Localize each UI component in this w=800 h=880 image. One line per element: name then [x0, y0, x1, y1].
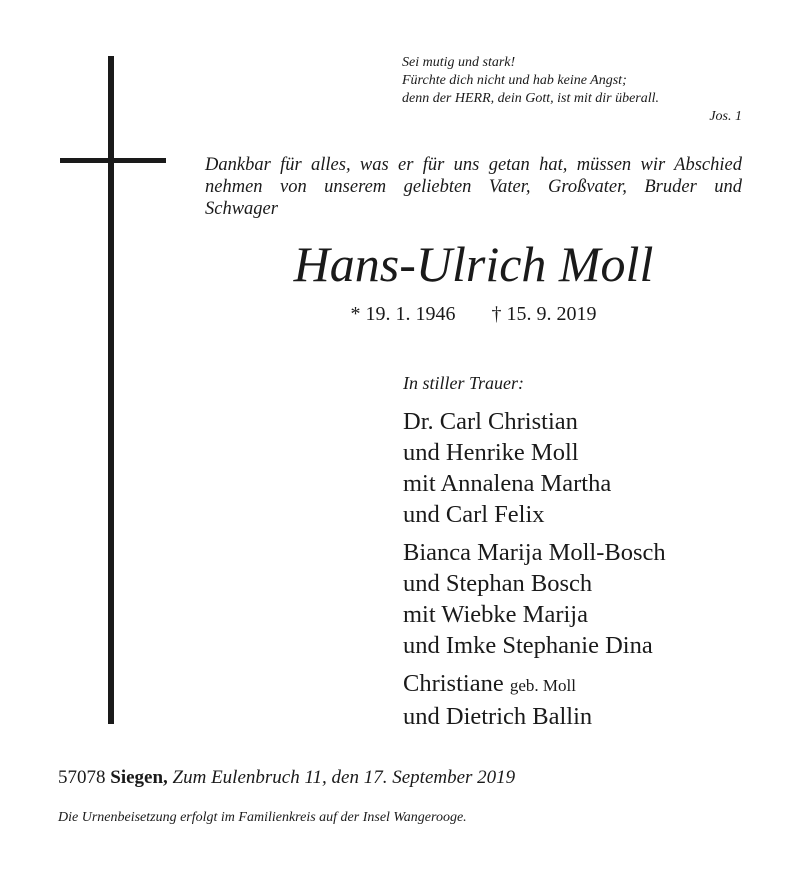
mourner-line: und Henrike Moll — [403, 439, 579, 466]
burial-note: Die Urnenbeisetzung erfolgt im Familienkreis auf der Insel Wangerooge. — [58, 810, 467, 825]
mourner-line: und Dietrich Ballin — [403, 703, 593, 730]
verse-reference: Jos. 1 — [709, 109, 742, 124]
intro-line: Dankbar für alles, was er für uns getan hat, müssen wir Abschied — [205, 155, 742, 175]
mourning-label: In stiller Trauer: — [403, 373, 525, 393]
verse-line: denn der HERR, dein Gott, ist mit dir überall. — [402, 91, 660, 106]
mourner-line — [403, 668, 783, 701]
mourner-line: Bianca Marija Moll-Bosch — [403, 539, 666, 566]
verse-line: Fürchte dich nicht und hab keine Angst; — [402, 73, 627, 88]
mourner-line: und Imke Stephanie Dina — [403, 632, 653, 659]
postcode: 57078 — [58, 767, 106, 788]
bible-verse — [402, 54, 742, 126]
deceased-name: Hans-Ulrich Moll — [293, 236, 654, 292]
death-date: † 15. 9. 2019 — [491, 303, 597, 325]
mourner-group — [403, 668, 783, 732]
verse-line: Sei mutig und stark! — [402, 55, 516, 70]
mourner-line: und Stephan Bosch — [403, 570, 593, 597]
mourners-list — [403, 406, 783, 739]
birth-date: * 19. 1. 1946 — [350, 303, 456, 325]
mourner-group — [403, 406, 783, 530]
mourner-group — [403, 537, 783, 661]
intro-line: nehmen von unserem geliebten Vater, Großvater, Bruder und — [205, 177, 742, 197]
city: Siegen, — [110, 767, 168, 788]
address-details: Zum Eulenbruch 11, den 17. September 2019 — [172, 767, 516, 788]
mourner-line: mit Wiebke Marija — [403, 601, 588, 628]
address-line — [58, 766, 515, 790]
mourner-name: Christiane — [403, 670, 504, 697]
cross-icon — [108, 56, 114, 724]
intro-text — [205, 154, 742, 220]
mourner-line: Dr. Carl Christian — [403, 408, 578, 435]
maiden-name-note: geb. Moll — [509, 676, 576, 695]
cross-bar — [60, 158, 166, 163]
intro-line: Schwager — [205, 199, 278, 219]
mourner-line: und Carl Felix — [403, 501, 545, 528]
life-dates — [205, 302, 742, 326]
mourner-line: mit Annalena Martha — [403, 470, 612, 497]
